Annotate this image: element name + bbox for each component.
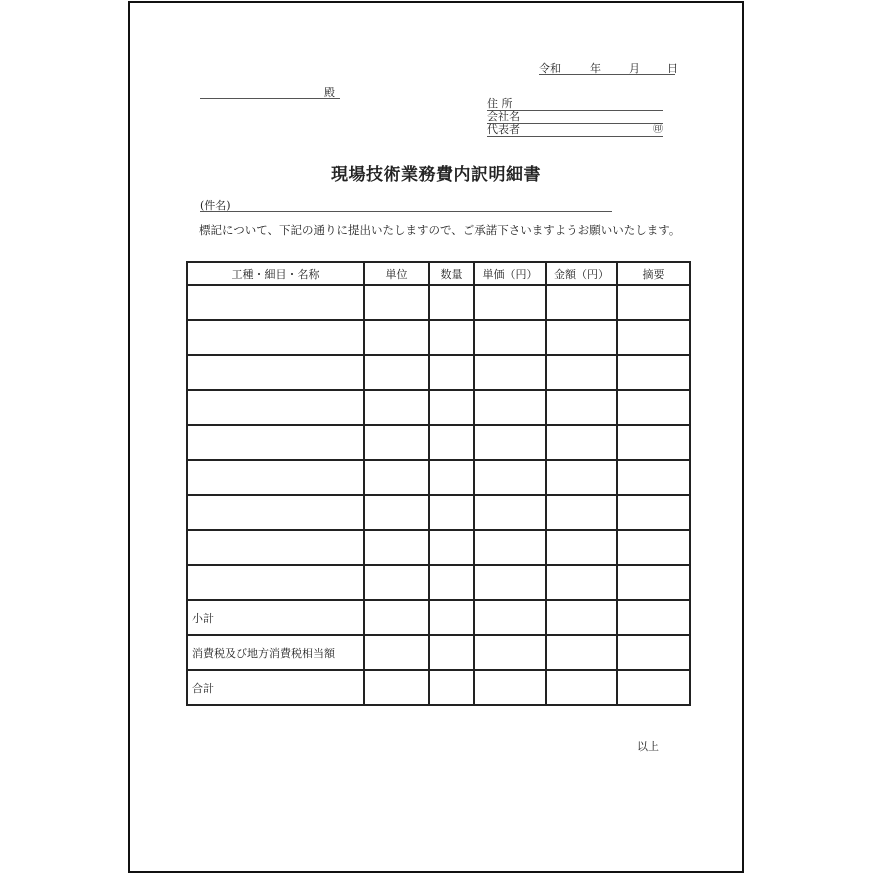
table-cell[interactable]	[364, 600, 429, 635]
sender-company-label: 会社名	[487, 110, 520, 123]
table-cell[interactable]	[474, 320, 546, 355]
table-cell[interactable]	[364, 390, 429, 425]
table-cell[interactable]	[474, 635, 546, 670]
header-unit: 単位	[364, 262, 429, 285]
table-row	[187, 390, 690, 425]
summary-row-label: 合計	[187, 670, 364, 705]
table-cell[interactable]	[364, 285, 429, 320]
date-field[interactable]	[539, 59, 678, 75]
table-cell[interactable]	[617, 390, 690, 425]
document-page	[128, 1, 744, 873]
table-cell[interactable]	[546, 635, 617, 670]
table-cell[interactable]	[617, 355, 690, 390]
table-cell[interactable]	[546, 390, 617, 425]
table-cell[interactable]	[617, 495, 690, 530]
table-cell[interactable]	[474, 530, 546, 565]
date-year: 年	[590, 62, 601, 75]
table-cell[interactable]	[429, 285, 474, 320]
table-cell[interactable]	[429, 495, 474, 530]
table-cell[interactable]	[187, 565, 364, 600]
table-cell[interactable]	[187, 495, 364, 530]
table-cell[interactable]	[617, 425, 690, 460]
table-cell[interactable]	[429, 635, 474, 670]
sender-representative-field[interactable]	[487, 124, 663, 137]
table-cell[interactable]	[474, 425, 546, 460]
table-cell[interactable]	[187, 530, 364, 565]
table-cell[interactable]	[474, 390, 546, 425]
summary-row	[187, 600, 690, 635]
intro-paragraph: 標記について、下記の通りに提出いたしますので、ご承諾下さいますようお願いいたします。	[199, 223, 681, 237]
table-cell[interactable]	[429, 460, 474, 495]
date-day: 日	[667, 62, 678, 75]
table-cell[interactable]	[187, 425, 364, 460]
table-cell[interactable]	[187, 390, 364, 425]
breakdown-table	[186, 261, 691, 706]
project-label: (件名)	[200, 199, 231, 212]
table-row	[187, 285, 690, 320]
sender-address-label: 住 所	[487, 97, 513, 110]
summary-row-label: 消費税及び地方消費税相当額	[187, 635, 364, 670]
table-cell[interactable]	[187, 285, 364, 320]
closing-mark: 以上	[637, 740, 659, 753]
table-cell[interactable]	[546, 355, 617, 390]
summary-row	[187, 635, 690, 670]
sender-representative-label: 代表者	[487, 123, 520, 136]
table-cell[interactable]	[546, 285, 617, 320]
table-cell[interactable]	[546, 600, 617, 635]
header-unit-price: 単価（円）	[474, 262, 546, 285]
table-row	[187, 355, 690, 390]
table-cell[interactable]	[546, 495, 617, 530]
table-body	[187, 285, 690, 705]
table-cell[interactable]	[546, 670, 617, 705]
table-cell[interactable]	[474, 565, 546, 600]
table-cell[interactable]	[429, 530, 474, 565]
table-cell[interactable]	[474, 600, 546, 635]
header-quantity: 数量	[429, 262, 474, 285]
table-cell[interactable]	[546, 320, 617, 355]
table-row	[187, 495, 690, 530]
table-cell[interactable]	[617, 320, 690, 355]
table-cell[interactable]	[474, 355, 546, 390]
table-cell[interactable]	[617, 285, 690, 320]
table-cell[interactable]	[429, 355, 474, 390]
table-cell[interactable]	[364, 635, 429, 670]
header-item-name: 工種・細目・名称	[187, 262, 364, 285]
table-cell[interactable]	[364, 425, 429, 460]
table-cell[interactable]	[364, 320, 429, 355]
table-cell[interactable]	[364, 355, 429, 390]
table-cell[interactable]	[364, 460, 429, 495]
table-cell[interactable]	[429, 425, 474, 460]
header-amount: 金額（円）	[546, 262, 617, 285]
table-cell[interactable]	[546, 425, 617, 460]
table-cell[interactable]	[364, 670, 429, 705]
table-cell[interactable]	[617, 460, 690, 495]
recipient-name-line[interactable]	[200, 97, 340, 99]
table-row	[187, 565, 690, 600]
table-cell[interactable]	[429, 390, 474, 425]
table-cell[interactable]	[546, 565, 617, 600]
table-cell[interactable]	[617, 600, 690, 635]
table-cell[interactable]	[187, 460, 364, 495]
seal-icon: ㊞	[653, 124, 663, 135]
table-cell[interactable]	[429, 670, 474, 705]
summary-row	[187, 670, 690, 705]
table-cell[interactable]	[474, 670, 546, 705]
table-cell[interactable]	[429, 565, 474, 600]
date-month: 月	[629, 62, 640, 75]
table-row	[187, 425, 690, 460]
table-header-row	[187, 262, 690, 285]
table-cell[interactable]	[474, 495, 546, 530]
table-row	[187, 530, 690, 565]
table-cell[interactable]	[546, 530, 617, 565]
table-cell[interactable]	[474, 285, 546, 320]
table-cell[interactable]	[617, 635, 690, 670]
table-row	[187, 460, 690, 495]
table-cell[interactable]	[617, 530, 690, 565]
table-cell[interactable]	[187, 355, 364, 390]
table-row	[187, 320, 690, 355]
summary-row-label: 小計	[187, 600, 364, 635]
project-name-field[interactable]	[200, 197, 612, 212]
document-title: 現場技術業務費内訳明細書	[331, 165, 541, 185]
date-era: 令和	[539, 62, 561, 75]
table-cell[interactable]	[364, 495, 429, 530]
table-cell[interactable]	[364, 565, 429, 600]
table-cell[interactable]	[474, 460, 546, 495]
table-cell[interactable]	[429, 600, 474, 635]
table-cell[interactable]	[429, 320, 474, 355]
table-cell[interactable]	[617, 565, 690, 600]
table-cell[interactable]	[364, 530, 429, 565]
table-cell[interactable]	[187, 320, 364, 355]
table-cell[interactable]	[617, 670, 690, 705]
recipient-suffix: 殿	[324, 86, 335, 99]
table-cell[interactable]	[546, 460, 617, 495]
header-remarks: 摘要	[617, 262, 690, 285]
